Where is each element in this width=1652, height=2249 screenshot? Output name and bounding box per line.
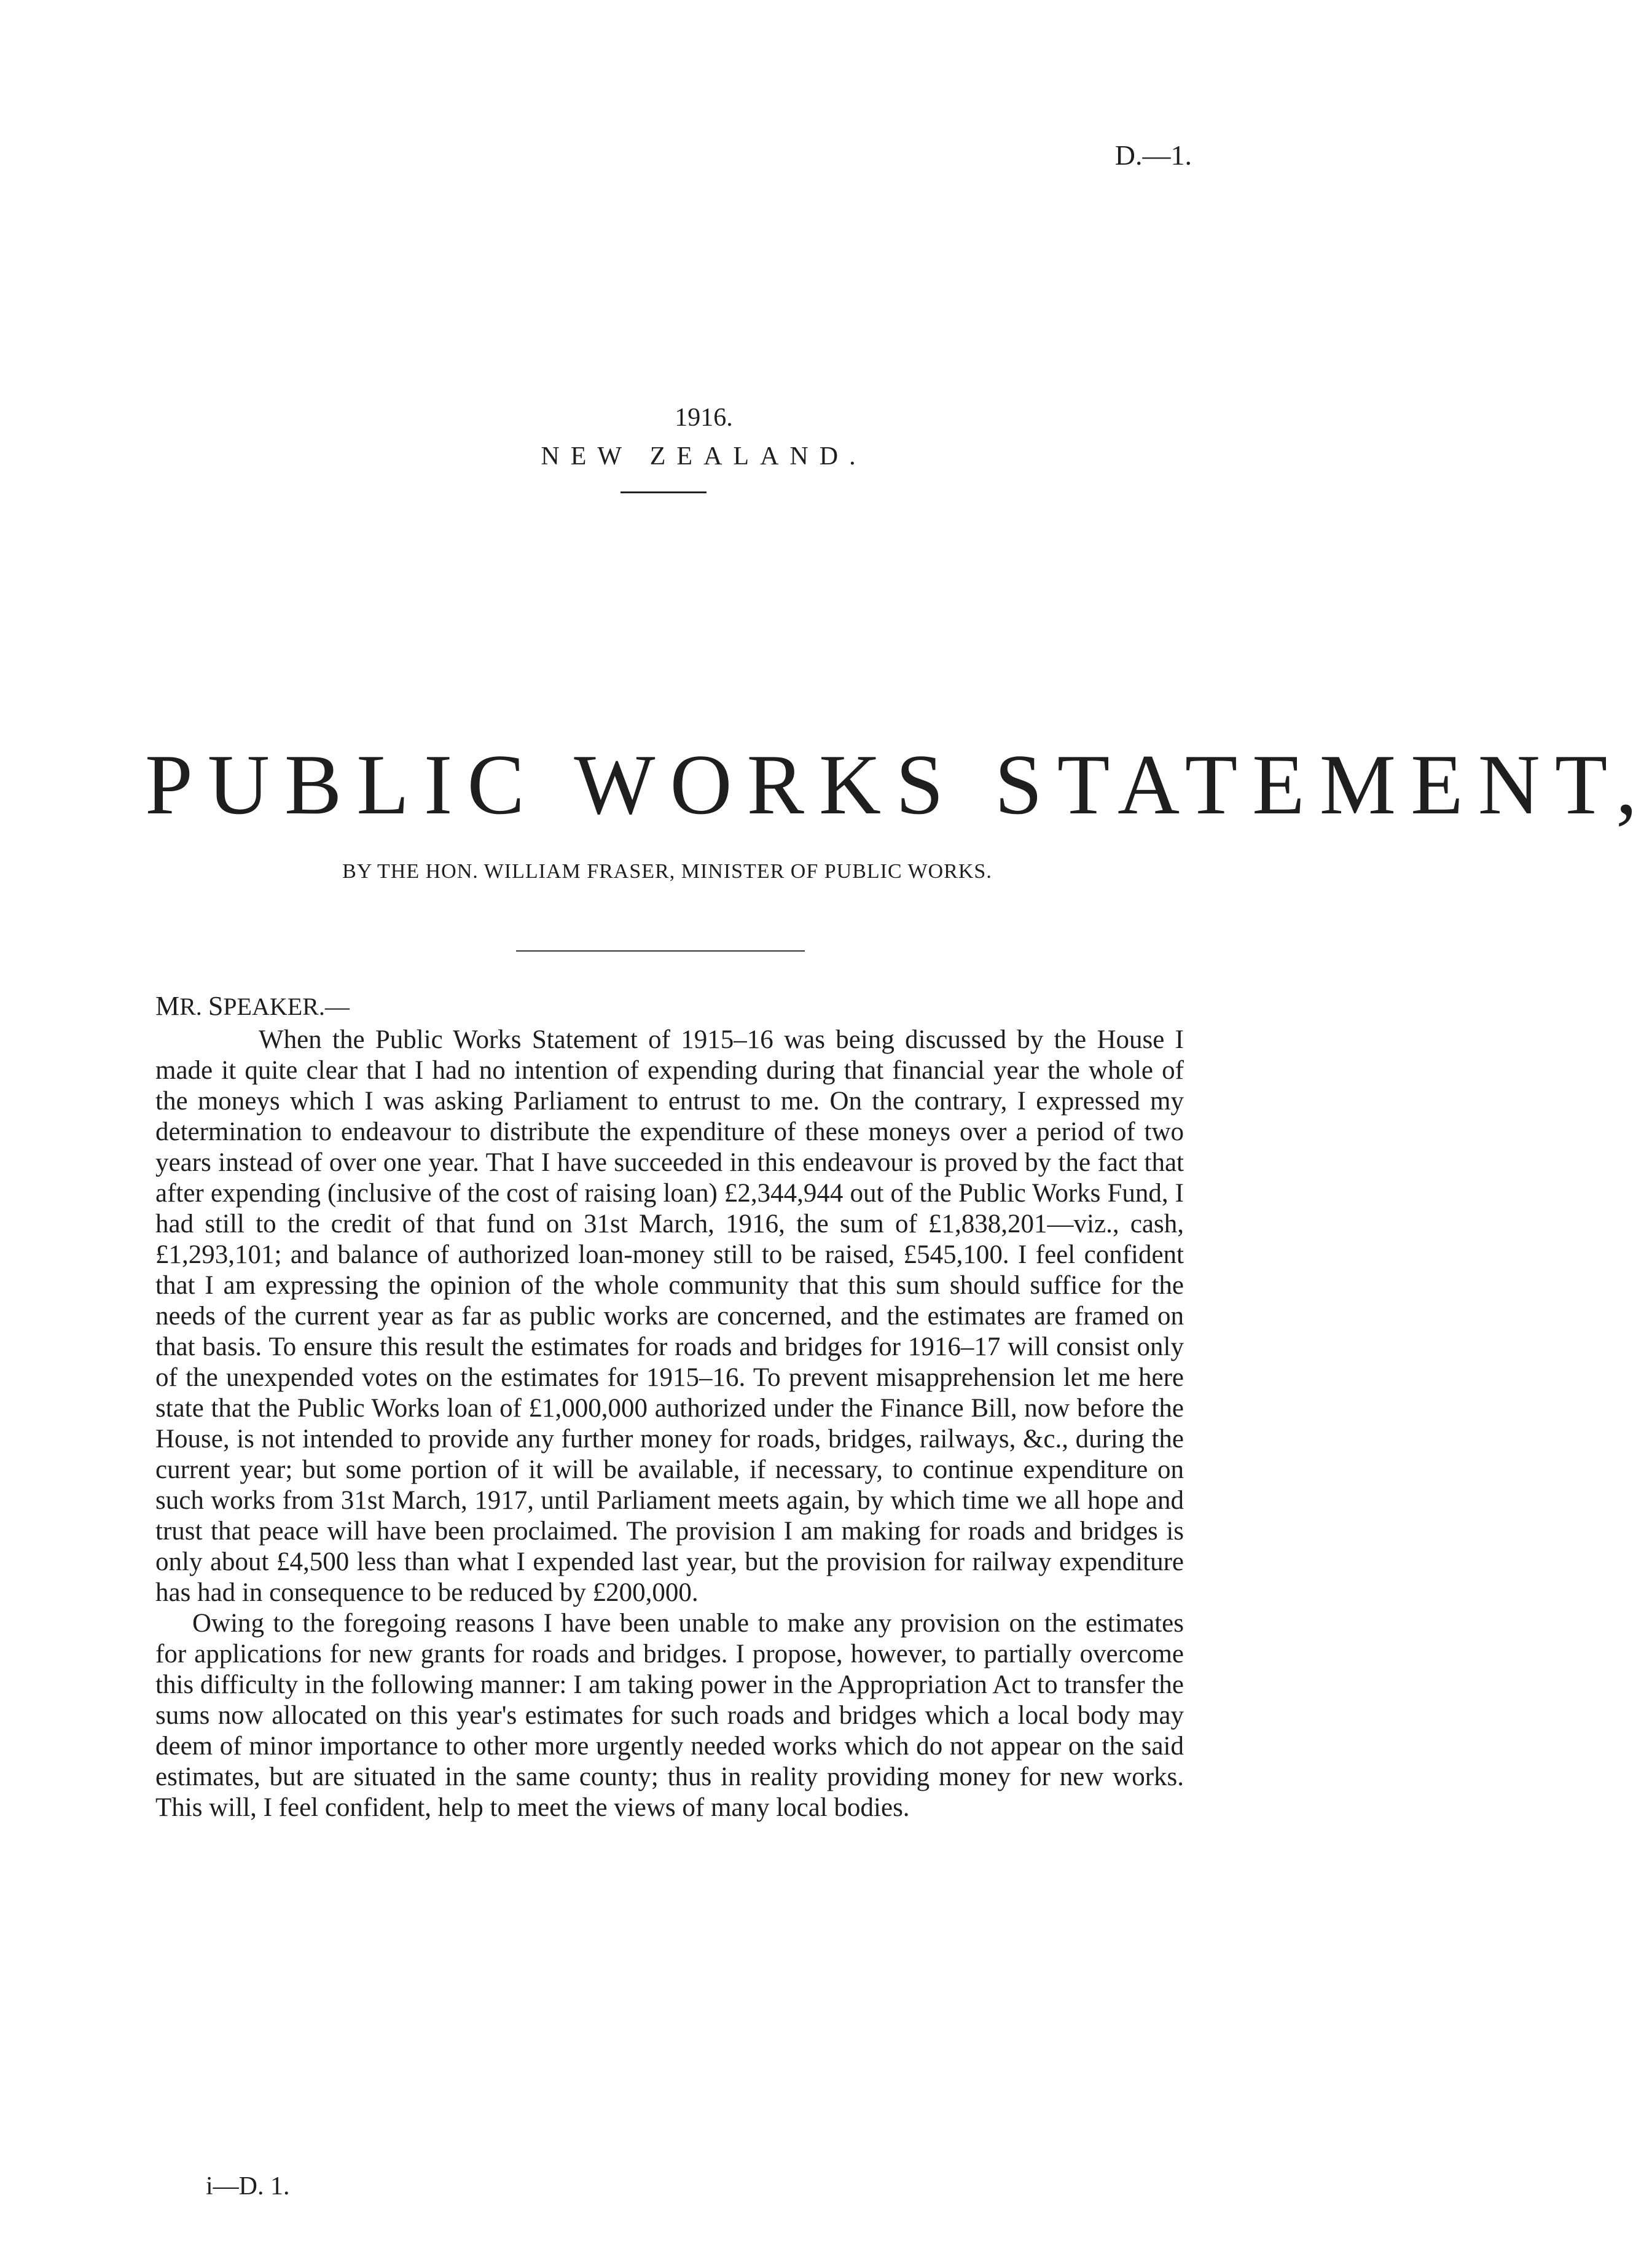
- salutation-m: M: [155, 991, 180, 1021]
- country-heading: NEW ZEALAND.: [541, 442, 867, 471]
- paragraph-1: When the Public Works Statement of 1915–16 was being discussed by the House I made it quite clear that I had no intention of expending during that financial year the whole of the moneys which I was asking Parliament to entrust to me. On the contrary, I expressed my determination to endeavour to distribute the expenditure of these moneys over a period of two years instead of over one year. That I have succeeded in this endeavour is proved by the fact that after expending (inclusive of the cost of raising loan) £2,344,944 out of the Public Works Fund, I had still to the credit of that fund on 31st March, 1916, the sum of £1,838,201—viz., cash, £1,293,101; and balance of authorized loan-money still to be raised, £545,100. I feel confident that I am expressing the opinion of the whole community that this sum should suffice for the needs of the current year as far as public works are concerned, and the estimates are framed on that basis. To ensure this result the estimates for roads and bridges for 1916–17 will consist only of the unexpended votes on the estimates for 1915–16. To prevent misapprehension let me here state that the Public Works loan of £1,000,000 authorized under the Finance Bill, now before the House, is not intended to provide any further money for roads, bridges, railways, &c., during the current year; but some portion of it will be available, if necessary, to continue expenditure on such works from 31st March, 1917, until Parliament meets again, by which time we all hope and trust that peace will have been proclaimed. The provision I am making for roads and bridges is only about £4,500 less than what I expended last year, but the provision for railway expenditure has had in consequence to be reduced by £200,000.: [155, 1025, 1184, 1607]
- year-heading: 1916.: [675, 404, 733, 432]
- document-title: PUBLIC WORKS STATEMENT,: [145, 737, 1652, 832]
- statement-body: [155, 1025, 1184, 1823]
- salutation-s: S: [208, 991, 224, 1021]
- salutation: [155, 990, 350, 1022]
- divider-long: [516, 950, 805, 952]
- byline: BY THE HON. WILLIAM FRASER, MINISTER OF PUBLIC WORKS.: [342, 860, 992, 883]
- divider-short: [620, 491, 707, 493]
- paragraph-2: Owing to the foregoing reasons I have been unable to make any provision on the estimates for applications for new grants for roads and bridges. I propose, however, to partially overcome this difficulty in the following manner: I am taking power in the Appropriation Act to transfer the sums now allocated on this year's estimates for such roads and bridges which a local body may deem of minor importance to other more urgently needed works which do not appear on the said estimates, but are situated in the same county; thus in reality providing money for new works. This will, I feel confident, help to meet the views of many local bodies.: [155, 1609, 1184, 1822]
- page-reference: D.—1.: [1114, 139, 1192, 171]
- salutation-peaker: PEAKER.—: [223, 993, 350, 1020]
- footer-reference: i—D. 1.: [206, 2172, 290, 2200]
- salutation-r: R.: [179, 993, 202, 1020]
